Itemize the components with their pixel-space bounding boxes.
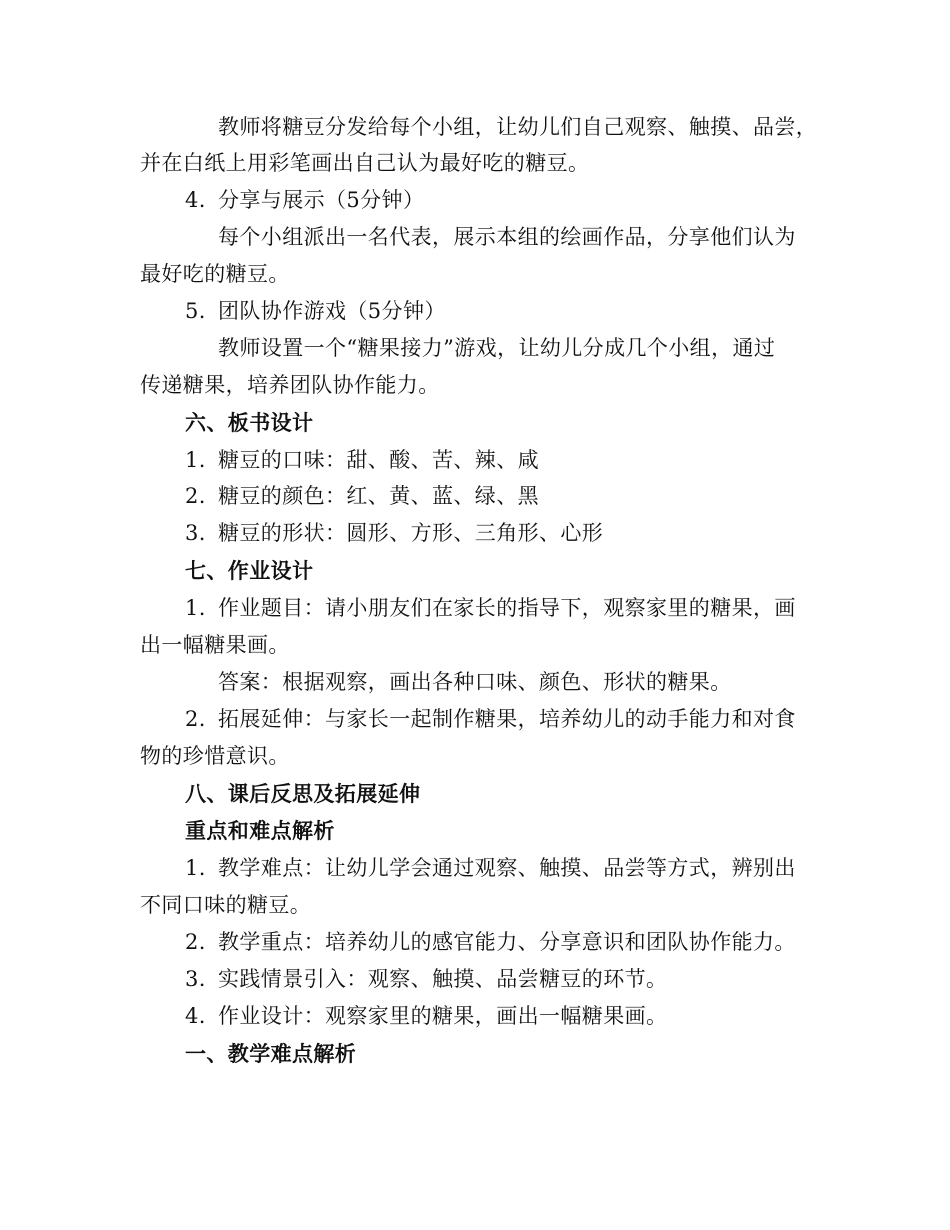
list-text: 教学重点：培养幼儿的感官能力、分享意识和团队协作能力。 (218, 930, 796, 954)
list-number: 5. (185, 299, 206, 323)
list-number: 2. (185, 484, 206, 508)
list-text: 拓展延伸：与家长一起制作糖果，培养幼儿的动手能力和对食 (218, 707, 796, 731)
list-number: 4. (185, 188, 206, 212)
list-text: 作业设计：观察家里的糖果，画出一幅糖果画。 (218, 1004, 668, 1028)
list-item (185, 520, 603, 546)
list-number: 2. (185, 707, 206, 731)
section-heading: 一、教学难点解析 (185, 1042, 357, 1066)
list-text: 糖豆的形状：圆形、方形、三角形、心形 (218, 521, 604, 545)
list-number: 3. (185, 967, 206, 991)
list-item (185, 706, 796, 732)
list-item (185, 187, 424, 213)
section-heading: 六、板书设计 (185, 411, 314, 435)
answer-line: 答案：根据观察，画出各种口味、颜色、形状的糖果。 (218, 670, 732, 694)
section-heading: 七、作业设计 (185, 559, 314, 583)
list-item (185, 595, 796, 621)
list-item (185, 483, 539, 509)
list-text: 作业题目：请小朋友们在家长的指导下，观察家里的糖果，画 (218, 596, 796, 620)
list-text: 糖豆的颜色：红、黄、蓝、绿、黑 (218, 484, 539, 508)
paragraph-line: 教师设置一个“糖果接力”游戏，让幼儿分成几个小组，通过 (218, 336, 776, 360)
list-text: 糖豆的口味：甜、酸、苦、辣、咸 (218, 448, 539, 472)
list-text: 教学难点：让幼儿学会通过观察、触摸、品尝等方式，辨别出 (218, 856, 796, 880)
list-number: 3. (185, 521, 206, 545)
list-item (185, 1003, 667, 1029)
paragraph-line: 每个小组派出一名代表，展示本组的绘画作品，分享他们认为 (218, 225, 796, 249)
sub-heading: 重点和难点解析 (185, 819, 335, 843)
list-item (185, 929, 796, 955)
list-number: 4. (185, 1004, 206, 1028)
list-text: 实践情景引入：观察、触摸、品尝糖豆的环节。 (218, 967, 668, 991)
paragraph-line: 教师将糖豆分发给每个小组，让幼儿们自己观察、触摸、品尝， (218, 115, 818, 139)
list-item (185, 966, 667, 992)
paragraph-line: 传递糖果，培养团队协作能力。 (140, 373, 440, 397)
paragraph-line: 不同口味的糖豆。 (140, 893, 312, 917)
list-number: 1. (185, 448, 206, 472)
list-item (185, 298, 446, 324)
list-number: 2. (185, 930, 206, 954)
list-item (185, 855, 796, 881)
list-number: 1. (185, 596, 206, 620)
list-text: 团队协作游戏（5分钟） (218, 299, 446, 323)
list-item (185, 447, 539, 473)
paragraph-line: 出一幅糖果画。 (140, 633, 290, 657)
section-heading: 八、课后反思及拓展延伸 (185, 782, 421, 806)
paragraph-line: 物的珍惜意识。 (140, 744, 290, 768)
paragraph-line: 最好吃的糖豆。 (140, 262, 290, 286)
list-text: 分享与展示（5分钟） (218, 188, 425, 212)
paragraph-line: 并在白纸上用彩笔画出自己认为最好吃的糖豆。 (140, 151, 590, 175)
list-number: 1. (185, 856, 206, 880)
